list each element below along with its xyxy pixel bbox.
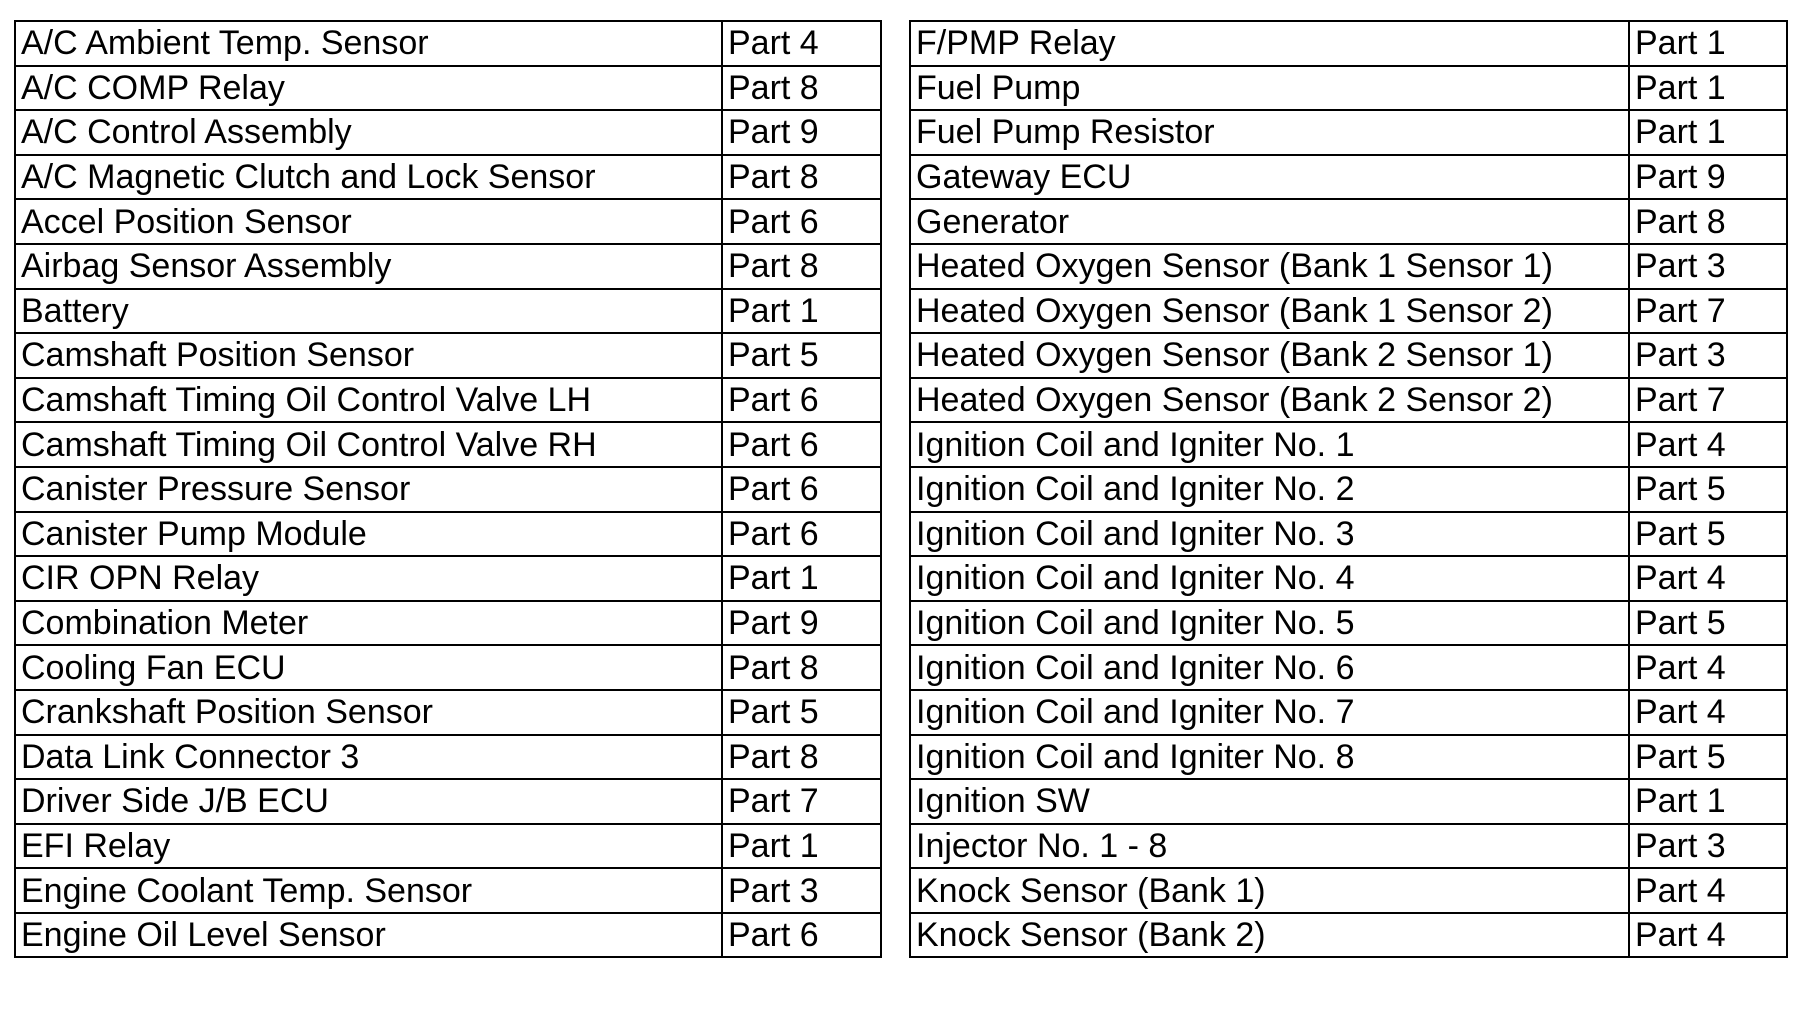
table-row <box>910 66 1787 111</box>
component-name-cell: A/C Ambient Temp. Sensor <box>15 21 722 66</box>
part-reference-cell: Part 1 <box>1629 66 1787 111</box>
table-row <box>910 422 1787 467</box>
table-row <box>15 110 881 155</box>
component-name-cell: CIR OPN Relay <box>15 556 722 601</box>
part-reference-cell: Part 6 <box>722 467 881 512</box>
part-reference-cell: Part 1 <box>722 289 881 334</box>
part-reference-cell: Part 8 <box>722 66 881 111</box>
component-name-cell: Heated Oxygen Sensor (Bank 1 Sensor 1) <box>910 244 1629 289</box>
component-name-cell: Ignition Coil and Igniter No. 6 <box>910 645 1629 690</box>
component-name-cell: Driver Side J/B ECU <box>15 779 722 824</box>
part-reference-cell: Part 7 <box>1629 289 1787 334</box>
part-reference-cell: Part 6 <box>722 378 881 423</box>
component-index-table-right <box>909 20 1788 958</box>
table-row <box>910 690 1787 735</box>
table-row <box>910 289 1787 334</box>
component-name-cell: Airbag Sensor Assembly <box>15 244 722 289</box>
part-reference-cell: Part 6 <box>722 422 881 467</box>
component-name-cell: Canister Pressure Sensor <box>15 467 722 512</box>
component-name-cell: Heated Oxygen Sensor (Bank 2 Sensor 2) <box>910 378 1629 423</box>
table-row <box>15 66 881 111</box>
part-reference-cell: Part 1 <box>722 556 881 601</box>
component-name-cell: Fuel Pump <box>910 66 1629 111</box>
table-row <box>15 21 881 66</box>
table-row <box>910 378 1787 423</box>
part-reference-cell: Part 6 <box>722 913 881 958</box>
part-reference-cell: Part 1 <box>1629 779 1787 824</box>
component-name-cell: Camshaft Position Sensor <box>15 333 722 378</box>
component-name-cell: Crankshaft Position Sensor <box>15 690 722 735</box>
part-reference-cell: Part 8 <box>722 244 881 289</box>
part-reference-cell: Part 1 <box>1629 110 1787 155</box>
table-row <box>15 556 881 601</box>
part-reference-cell: Part 3 <box>722 868 881 913</box>
component-name-cell: Ignition Coil and Igniter No. 1 <box>910 422 1629 467</box>
table-row <box>910 779 1787 824</box>
component-name-cell: Injector No. 1 - 8 <box>910 824 1629 869</box>
table-row <box>15 422 881 467</box>
component-name-cell: Ignition Coil and Igniter No. 5 <box>910 601 1629 646</box>
table-row <box>910 824 1787 869</box>
component-name-cell: Fuel Pump Resistor <box>910 110 1629 155</box>
part-reference-cell: Part 1 <box>1629 21 1787 66</box>
component-name-cell: Camshaft Timing Oil Control Valve LH <box>15 378 722 423</box>
component-name-cell: Generator <box>910 199 1629 244</box>
component-name-cell: Camshaft Timing Oil Control Valve RH <box>15 422 722 467</box>
table-row <box>15 913 881 958</box>
table-row <box>910 333 1787 378</box>
component-name-cell: Gateway ECU <box>910 155 1629 200</box>
part-reference-cell: Part 7 <box>1629 378 1787 423</box>
component-name-cell: A/C COMP Relay <box>15 66 722 111</box>
table-row <box>910 155 1787 200</box>
table-row <box>910 512 1787 557</box>
part-reference-cell: Part 9 <box>722 601 881 646</box>
table-row <box>910 110 1787 155</box>
table-row <box>15 199 881 244</box>
part-reference-cell: Part 5 <box>1629 735 1787 780</box>
component-name-cell: Accel Position Sensor <box>15 199 722 244</box>
table-row <box>910 868 1787 913</box>
component-name-cell: Combination Meter <box>15 601 722 646</box>
part-reference-cell: Part 4 <box>1629 645 1787 690</box>
table-row <box>910 467 1787 512</box>
part-reference-cell: Part 3 <box>1629 333 1787 378</box>
part-reference-cell: Part 9 <box>1629 155 1787 200</box>
table-row <box>910 556 1787 601</box>
part-reference-cell: Part 3 <box>1629 824 1787 869</box>
component-name-cell: Ignition Coil and Igniter No. 8 <box>910 735 1629 780</box>
component-name-cell: Cooling Fan ECU <box>15 645 722 690</box>
table-row <box>910 21 1787 66</box>
component-name-cell: Knock Sensor (Bank 1) <box>910 868 1629 913</box>
component-name-cell: Ignition Coil and Igniter No. 4 <box>910 556 1629 601</box>
part-reference-cell: Part 5 <box>722 333 881 378</box>
part-reference-cell: Part 8 <box>722 155 881 200</box>
component-name-cell: Ignition Coil and Igniter No. 7 <box>910 690 1629 735</box>
part-reference-cell: Part 6 <box>722 199 881 244</box>
part-reference-cell: Part 4 <box>1629 868 1787 913</box>
component-name-cell: Ignition Coil and Igniter No. 3 <box>910 512 1629 557</box>
component-name-cell: A/C Magnetic Clutch and Lock Sensor <box>15 155 722 200</box>
table-row <box>15 333 881 378</box>
table-row <box>15 512 881 557</box>
component-name-cell: F/PMP Relay <box>910 21 1629 66</box>
part-reference-cell: Part 4 <box>1629 913 1787 958</box>
part-reference-cell: Part 5 <box>1629 467 1787 512</box>
part-reference-cell: Part 8 <box>1629 199 1787 244</box>
part-reference-cell: Part 6 <box>722 512 881 557</box>
table-row <box>15 601 881 646</box>
part-reference-cell: Part 7 <box>722 779 881 824</box>
part-reference-cell: Part 5 <box>722 690 881 735</box>
table-row <box>910 601 1787 646</box>
part-reference-cell: Part 5 <box>1629 512 1787 557</box>
component-name-cell: Canister Pump Module <box>15 512 722 557</box>
component-name-cell: Engine Coolant Temp. Sensor <box>15 868 722 913</box>
table-row <box>15 155 881 200</box>
component-index-body-right <box>910 21 1787 957</box>
component-index-table-left <box>14 20 882 958</box>
table-row <box>15 645 881 690</box>
component-name-cell: Ignition Coil and Igniter No. 2 <box>910 467 1629 512</box>
table-row <box>15 690 881 735</box>
component-name-cell: Battery <box>15 289 722 334</box>
part-reference-cell: Part 9 <box>722 110 881 155</box>
table-row <box>910 199 1787 244</box>
component-name-cell: Heated Oxygen Sensor (Bank 1 Sensor 2) <box>910 289 1629 334</box>
table-row <box>15 289 881 334</box>
part-reference-cell: Part 3 <box>1629 244 1787 289</box>
component-name-cell: EFI Relay <box>15 824 722 869</box>
component-name-cell: Knock Sensor (Bank 2) <box>910 913 1629 958</box>
table-row <box>15 735 881 780</box>
part-reference-cell: Part 4 <box>722 21 881 66</box>
table-row <box>910 735 1787 780</box>
table-row <box>910 645 1787 690</box>
table-row <box>910 244 1787 289</box>
part-reference-cell: Part 8 <box>722 735 881 780</box>
part-reference-cell: Part 4 <box>1629 422 1787 467</box>
part-reference-cell: Part 4 <box>1629 556 1787 601</box>
component-name-cell: Engine Oil Level Sensor <box>15 913 722 958</box>
table-row <box>15 868 881 913</box>
table-row <box>15 824 881 869</box>
part-reference-cell: Part 4 <box>1629 690 1787 735</box>
part-reference-cell: Part 8 <box>722 645 881 690</box>
component-name-cell: A/C Control Assembly <box>15 110 722 155</box>
component-index-body-left <box>15 21 881 957</box>
component-name-cell: Ignition SW <box>910 779 1629 824</box>
component-name-cell: Data Link Connector 3 <box>15 735 722 780</box>
component-name-cell: Heated Oxygen Sensor (Bank 2 Sensor 1) <box>910 333 1629 378</box>
table-row <box>910 913 1787 958</box>
part-reference-cell: Part 5 <box>1629 601 1787 646</box>
table-row <box>15 467 881 512</box>
part-reference-cell: Part 1 <box>722 824 881 869</box>
table-row <box>15 378 881 423</box>
table-row <box>15 244 881 289</box>
table-row <box>15 779 881 824</box>
